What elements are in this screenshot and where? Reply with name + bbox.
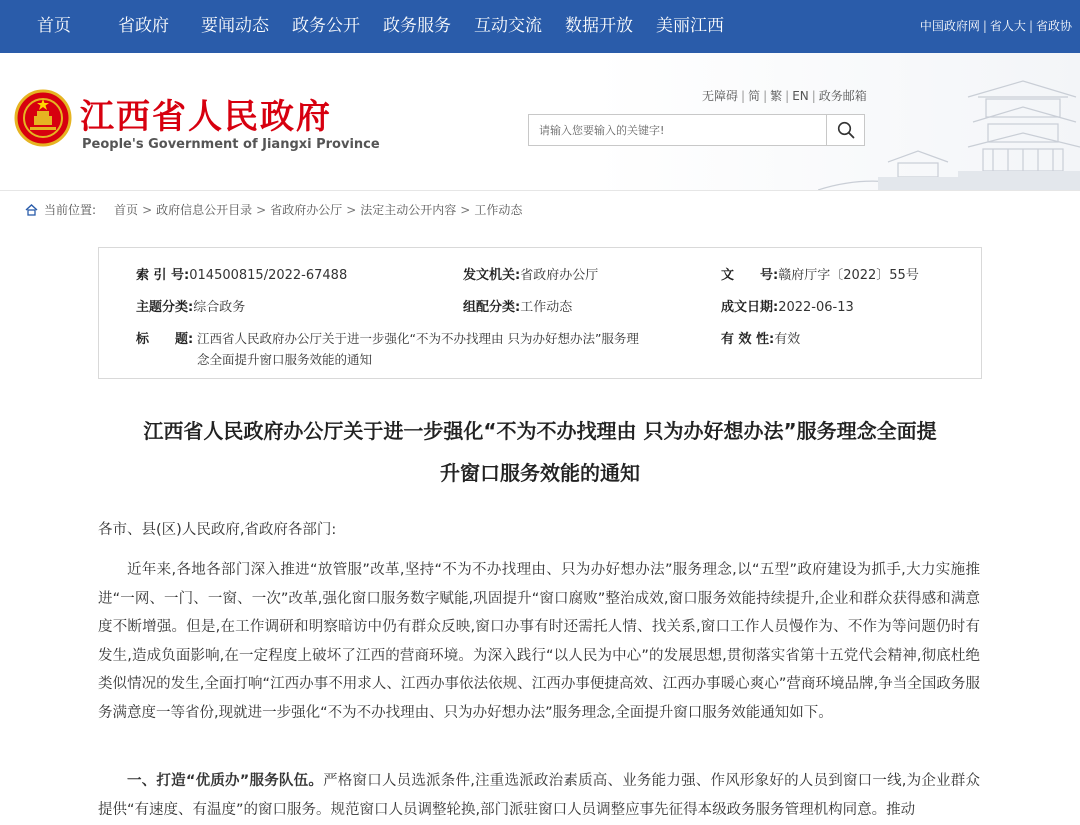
breadcrumb-home[interactable]: 首页 bbox=[114, 203, 139, 217]
meta-date: 成文日期:2022-06-13 bbox=[721, 300, 854, 315]
document-title: 江西省人民政府办公厅关于进一步强化“不为不办找理由 只为办好想办法”服务理念全面提 升窗口服务效能的通知 bbox=[143, 419, 937, 485]
nav-item-news[interactable]: 要闻动态 bbox=[201, 16, 269, 36]
search-box bbox=[528, 114, 865, 146]
link-english[interactable]: EN bbox=[792, 89, 809, 103]
meta-index-number: 索 引 号:014500815/2022-67488 bbox=[136, 268, 348, 283]
search-input[interactable] bbox=[529, 115, 826, 145]
site-subtitle: People's Government of Jiangxi Province bbox=[82, 137, 380, 152]
breadcrumb-work-updates[interactable]: 工作动态 bbox=[474, 203, 523, 217]
meta-document-number: 文 号:赣府厅字〔2022〕55号 bbox=[721, 268, 919, 283]
utility-links: 无障碍 | 简 | 繁 | EN | 政务邮箱 bbox=[702, 89, 867, 103]
breadcrumb: 当前位置: 首页 > 政府信息公开目录 > 省政府办公厅 > 法定主动公开内容 > 工作动态 bbox=[0, 190, 1080, 226]
link-provincial-congress[interactable]: 省人大 bbox=[989, 19, 1026, 33]
meta-issuer: 发文机关:省政府办公厅 bbox=[463, 268, 599, 283]
nav-item-beautiful-jiangxi[interactable]: 美丽江西 bbox=[656, 16, 724, 36]
document-metadata-box bbox=[98, 247, 982, 379]
breadcrumb-label: 当前位置: bbox=[44, 203, 97, 217]
meta-title-value: 江西省人民政府办公厅关于进一步强化“不为不办找理由 只为办好想办法”服务理 念全面提升窗口服务效能的通知 bbox=[197, 331, 639, 367]
pavilion-illustration bbox=[818, 67, 1080, 190]
link-provincial-cppcc[interactable]: 省政协 bbox=[1035, 19, 1072, 33]
top-nav-bar bbox=[0, 0, 1080, 53]
link-accessibility[interactable]: 无障碍 bbox=[702, 89, 739, 103]
nav-item-government-affairs[interactable]: 政务公开 bbox=[292, 16, 360, 36]
link-government-mail[interactable]: 政务邮箱 bbox=[818, 89, 867, 103]
top-right-links: 中国政府网 | 省人大 | 省政协 bbox=[919, 19, 1072, 33]
site-title[interactable]: 江西省人民政府 bbox=[80, 97, 332, 137]
home-icon bbox=[25, 204, 38, 216]
link-china-gov[interactable]: 中国政府网 bbox=[919, 19, 980, 33]
link-traditional-chinese[interactable]: 繁 bbox=[770, 89, 783, 103]
paragraph-1: 近年来,各地各部门深入推进“放管服”改革,坚持“不为不办找理由、只为办好想办法”服务理念,以“五型”政府建设为抓手,大力实施推进“一网、一门、一窗、一次”改革,强化窗口服务数字赋能,巩固提升“窗口腐败”整治成效,窗口服务效能持续提升,企业和群众获得感和满意度不断增强。但是,在工作调研和明察暗访中仍有群众反映,窗口办事有时还需托人情、找关系,窗口工作人员慢作为、不作为等问题仍时有发生,造成负面影响,在一定程度上破坏了江西的营商环境。为深入践行“以人民为中心”的发展思想,贯彻落实省第十五党代会精神,彻底杜绝类似情况的发生,全面打响“江西办事不用求人、江西办事依法依规、江西办事便捷高效、江西办事暖心爽心”营商环境品牌,争当全国政务服务满意度一等省份,现就进一步强化“不为不办找理由、只为办好想办法”服务理念,全面提升窗口服务效能通知如下。 bbox=[98, 562, 980, 721]
site-header bbox=[0, 53, 1080, 190]
nav-item-services[interactable]: 政务服务 bbox=[383, 16, 451, 36]
salutation: 各市、县(区)人民政府,省政府各部门: bbox=[98, 522, 337, 538]
nav-item-provincial-government[interactable]: 省政府 bbox=[118, 16, 169, 36]
section-1-heading: 一、打造“优质办”服务队伍。 bbox=[127, 773, 324, 789]
breadcrumb-info-catalog[interactable]: 政府信息公开目录 bbox=[156, 203, 253, 217]
breadcrumb-statutory-content[interactable]: 法定主动公开内容 bbox=[360, 203, 457, 217]
meta-title-label: 标 题: bbox=[136, 332, 194, 347]
breadcrumb-general-office[interactable]: 省政府办公厅 bbox=[270, 203, 343, 217]
nav-item-open-data[interactable]: 数据开放 bbox=[565, 16, 633, 36]
nav-item-home[interactable]: 首页 bbox=[37, 16, 71, 36]
meta-topic: 主题分类:综合政务 bbox=[136, 300, 246, 315]
link-simplified-chinese[interactable]: 简 bbox=[748, 89, 761, 103]
paragraph-section-1: 一、打造“优质办”服务队伍。严格窗口人员选派条件,注重选派政治素质高、业务能力强、作风形象好的人员到窗口一线,为企业群众提供“有速度、有温度”的窗口服务。规范窗口人员调整轮换,部门派驻窗口人员调整应事先征得本级政务服务管理机构同意。推动 bbox=[98, 773, 980, 818]
national-emblem-icon bbox=[14, 89, 72, 147]
meta-group: 组配分类:工作动态 bbox=[463, 300, 573, 315]
nav-item-interaction[interactable]: 互动交流 bbox=[474, 16, 542, 36]
meta-validity: 有 效 性:有效 bbox=[721, 332, 801, 347]
